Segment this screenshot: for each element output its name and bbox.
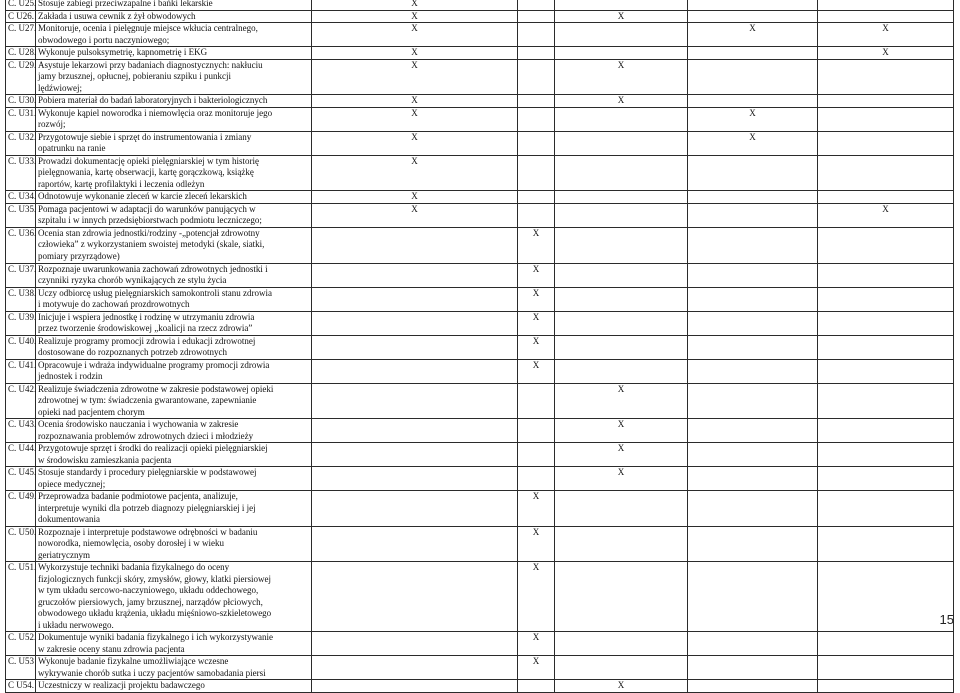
mark-cell xyxy=(818,443,954,467)
outcome-description: Pomaga pacjentowi w adaptacji do warunków panujących w szpitalu i w innych przedsiębiorstwach podmiotu leczniczego; xyxy=(36,203,312,227)
outcome-description: Zakłada i usuwa cewnik z żył obwodowych xyxy=(36,10,312,23)
outcome-description: Wykonuje kąpiel noworodka i niemowlęcia oraz monitoruje jego rozwój; xyxy=(36,107,312,131)
mark-cell xyxy=(688,632,818,656)
mark-cell: X xyxy=(312,59,518,95)
table-row xyxy=(6,419,954,443)
mark-cell xyxy=(312,680,518,693)
mark-cell xyxy=(688,263,818,287)
mark-cell xyxy=(818,59,954,95)
mark-cell xyxy=(818,656,954,680)
mark-cell: X xyxy=(818,47,954,60)
outcome-code: C. U34. xyxy=(6,191,36,204)
mark-cell xyxy=(818,491,954,527)
mark-cell xyxy=(818,680,954,693)
mark-cell: X xyxy=(688,23,818,47)
mark-cell: X xyxy=(688,107,818,131)
mark-cell: X xyxy=(312,131,518,155)
table-row xyxy=(6,47,954,60)
outcome-code: C. U32. xyxy=(6,131,36,155)
table-row xyxy=(6,227,954,263)
mark-cell: X xyxy=(818,203,954,227)
mark-cell: X xyxy=(312,155,518,191)
outcome-code: C. U52. xyxy=(6,632,36,656)
mark-cell xyxy=(818,191,954,204)
mark-cell xyxy=(818,10,954,23)
mark-cell xyxy=(688,526,818,562)
mark-cell xyxy=(688,335,818,359)
mark-cell: X xyxy=(555,59,688,95)
outcome-code: C. U37. xyxy=(6,263,36,287)
mark-cell xyxy=(518,155,555,191)
mark-cell xyxy=(312,287,518,311)
mark-cell xyxy=(688,59,818,95)
outcome-description: Rozpoznaje i interpretuje podstawowe odrębności w badaniu noworodka, niemowlęcia, osoby dorosłej i w wieku geriatrycznym xyxy=(36,526,312,562)
table-row xyxy=(6,680,954,693)
mark-cell xyxy=(312,311,518,335)
outcome-description: Rozpoznaje uwarunkowania zachowań zdrowotnych jednostki i czynniki ryzyka chorób wynikających ze stylu życia xyxy=(36,263,312,287)
table-row xyxy=(6,656,954,680)
outcome-code: C. U50. xyxy=(6,526,36,562)
mark-cell: X xyxy=(312,203,518,227)
outcome-description: Realizuje świadczenia zdrowotne w zakresie podstawowej opieki zdrowotnej w tym: świadczenia gwarantowane, zapewnianie opieki nad pacjentem chorym xyxy=(36,383,312,419)
outcome-description: Opracowuje i wdraża indywidualne programy promocji zdrowia jednostek i rodzin xyxy=(36,359,312,383)
table-row xyxy=(6,95,954,108)
mark-cell xyxy=(312,491,518,527)
table-row xyxy=(6,632,954,656)
outcome-description: Inicjuje i wspiera jednostkę i rodzinę w utrzymaniu zdrowia przez tworzenie środowiskowej „koalicji na rzecz zdrowia” xyxy=(36,311,312,335)
table-row xyxy=(6,107,954,131)
outcome-description: Wykonuje pulsoksymetrię, kapnometrię i EKG xyxy=(36,47,312,60)
mark-cell xyxy=(688,359,818,383)
mark-cell xyxy=(555,227,688,263)
table-row xyxy=(6,526,954,562)
mark-cell xyxy=(518,10,555,23)
mark-cell xyxy=(555,632,688,656)
mark-cell xyxy=(518,95,555,108)
table-row xyxy=(6,359,954,383)
table-row xyxy=(6,263,954,287)
mark-cell: X xyxy=(555,383,688,419)
mark-cell: X xyxy=(518,632,555,656)
mark-cell: X xyxy=(518,263,555,287)
mark-cell xyxy=(555,526,688,562)
outcome-description: Przeprowadza badanie podmiotowe pacjenta, analizuje, interpretuje wyniki dla potrzeb diagnozy pielęgniarskiej i jej dokumentowania xyxy=(36,491,312,527)
outcome-code: C. U31. xyxy=(6,107,36,131)
mark-cell xyxy=(818,0,954,10)
mark-cell: X xyxy=(688,131,818,155)
mark-cell xyxy=(518,443,555,467)
mark-cell xyxy=(518,467,555,491)
mark-cell xyxy=(818,359,954,383)
mark-cell xyxy=(312,562,518,632)
mark-cell xyxy=(312,335,518,359)
mark-cell xyxy=(518,47,555,60)
mark-cell xyxy=(312,359,518,383)
mark-cell: X xyxy=(518,287,555,311)
mark-cell xyxy=(555,562,688,632)
outcome-code: C. U53 xyxy=(6,656,36,680)
mark-cell xyxy=(555,47,688,60)
mark-cell xyxy=(688,680,818,693)
mark-cell: X xyxy=(555,680,688,693)
mark-cell: X xyxy=(312,0,518,10)
mark-cell: X xyxy=(312,107,518,131)
outcome-code: C. U41. xyxy=(6,359,36,383)
mark-cell: X xyxy=(555,10,688,23)
mark-cell: X xyxy=(555,419,688,443)
mark-cell xyxy=(818,287,954,311)
mark-cell xyxy=(818,632,954,656)
mark-cell xyxy=(818,107,954,131)
mark-cell xyxy=(555,191,688,204)
outcome-code: C. U29. xyxy=(6,59,36,95)
outcome-code: C. U27. xyxy=(6,23,36,47)
mark-cell xyxy=(818,155,954,191)
mark-cell xyxy=(688,287,818,311)
mark-cell xyxy=(688,47,818,60)
outcome-description: Przygotowuje siebie i sprzęt do instrumentowania i zmiany opatrunku na ranie xyxy=(36,131,312,155)
mark-cell xyxy=(518,131,555,155)
mark-cell xyxy=(555,311,688,335)
mark-cell xyxy=(688,467,818,491)
outcome-code: C. U30. xyxy=(6,95,36,108)
mark-cell xyxy=(688,203,818,227)
table-row xyxy=(6,383,954,419)
outcome-code: C. U33. xyxy=(6,155,36,191)
outcome-description: Ocenia stan zdrowia jednostki/rodziny -„potencjał zdrowotny człowieka” z wykorzystaniem swoistej metodyki (skale, siatki, pomiary przyrządowe) xyxy=(36,227,312,263)
outcome-description: Stosuje standardy i procedury pielęgniarskie w podstawowej opiece medycznej; xyxy=(36,467,312,491)
mark-cell xyxy=(688,656,818,680)
outcome-description: Asystuje lekarzowi przy badaniach diagnostycznych: nakłuciu jamy brzusznej, opłucnej, pobieraniu szpiku i punkcji lędźwiowej; xyxy=(36,59,312,95)
outcome-description: Przygotowuje sprzęt i środki do realizacji opieki pielęgniarskiej w środowisku zamieszkania pacjenta xyxy=(36,443,312,467)
outcome-description: Prowadzi dokumentację opieki pielęgniarskiej w tym historię pielęgnowania, kartę obserwacji, kartę gorączkową, książkę raportów, kartę profilaktyki i leczenia odleżyn xyxy=(36,155,312,191)
mark-cell xyxy=(818,227,954,263)
mark-cell xyxy=(555,0,688,10)
mark-cell xyxy=(312,419,518,443)
table-row xyxy=(6,335,954,359)
mark-cell: X xyxy=(518,227,555,263)
mark-cell: X xyxy=(555,95,688,108)
mark-cell xyxy=(555,263,688,287)
mark-cell xyxy=(555,287,688,311)
mark-cell xyxy=(818,562,954,632)
mark-cell xyxy=(518,203,555,227)
mark-cell xyxy=(555,335,688,359)
mark-cell xyxy=(818,526,954,562)
outcome-description: Ocenia środowisko nauczania i wychowania w zakresie rozpoznawania problemów zdrowotnych dzieci i młodzieży xyxy=(36,419,312,443)
table-row xyxy=(6,562,954,632)
outcome-description: Odnotowuje wykonanie zleceń w karcie zleceń lekarskich xyxy=(36,191,312,204)
outcome-description: Realizuje programy promocji zdrowia i edukacji zdrowotnej dostosowane do rozpoznanych potrzeb zdrowotnych xyxy=(36,335,312,359)
outcome-code: C. U38. xyxy=(6,287,36,311)
mark-cell xyxy=(312,467,518,491)
mark-cell: X xyxy=(518,311,555,335)
mark-cell: X xyxy=(818,23,954,47)
mark-cell xyxy=(818,383,954,419)
mark-cell: X xyxy=(518,562,555,632)
mark-cell: X xyxy=(518,335,555,359)
outcome-code: C. U44. xyxy=(6,443,36,467)
outcome-description: Dokumentuje wyniki badania fizykalnego i ich wykorzystywanie w zakresie oceny stanu zdrowia pacjenta xyxy=(36,632,312,656)
mark-cell xyxy=(688,191,818,204)
mark-cell xyxy=(818,95,954,108)
mark-cell xyxy=(688,311,818,335)
mark-cell xyxy=(312,632,518,656)
mark-cell xyxy=(818,263,954,287)
mark-cell xyxy=(688,383,818,419)
mark-cell xyxy=(518,419,555,443)
table-row xyxy=(6,491,954,527)
mark-cell: X xyxy=(312,47,518,60)
mark-cell: X xyxy=(312,10,518,23)
mark-cell xyxy=(312,383,518,419)
mark-cell xyxy=(818,311,954,335)
mark-cell xyxy=(312,526,518,562)
mark-cell xyxy=(818,419,954,443)
mark-cell xyxy=(518,107,555,131)
mark-cell xyxy=(555,155,688,191)
mark-cell: X xyxy=(518,491,555,527)
table-row xyxy=(6,311,954,335)
mark-cell xyxy=(555,107,688,131)
mark-cell xyxy=(555,491,688,527)
mark-cell xyxy=(818,131,954,155)
mark-cell xyxy=(688,95,818,108)
outcome-description: Monitoruje, ocenia i pielęgnuje miejsce wkłucia centralnego, obwodowego i portu naczyniowego; xyxy=(36,23,312,47)
table-row xyxy=(6,155,954,191)
outcome-code: C. U35. xyxy=(6,203,36,227)
outcome-code: C U54. xyxy=(6,680,36,693)
outcome-description: Wykorzystuje techniki badania fizykalnego do oceny fizjologicznych funkcji skóry, zmysłów, głowy, klatki piersiowej w tym układu sercowo-naczyniowego, układu oddechowego, gruczołów piersiowych, jamy brzusznej, narządów płciowych, obwodowego układu krążenia, układu mięśniowo-szkieletowego i układu nerwowego. xyxy=(36,562,312,632)
mark-cell xyxy=(518,0,555,10)
outcome-code: C. U42. xyxy=(6,383,36,419)
outcome-code: C. U49. xyxy=(6,491,36,527)
mark-cell xyxy=(688,562,818,632)
outcome-description: Stosuje zabiegi przeciwzapalne i bańki lekarskie xyxy=(36,0,312,10)
mark-cell xyxy=(312,656,518,680)
table-row xyxy=(6,443,954,467)
mark-cell xyxy=(688,155,818,191)
mark-cell xyxy=(688,227,818,263)
outcome-description: Uczy odbiorcę usług pielęgniarskich samokontroli stanu zdrowia i motywuje do zachowań prozdrowotnych xyxy=(36,287,312,311)
mark-cell: X xyxy=(555,467,688,491)
table-body xyxy=(6,0,954,692)
mark-cell xyxy=(312,227,518,263)
mark-cell xyxy=(818,467,954,491)
mark-cell xyxy=(312,263,518,287)
table-row xyxy=(6,10,954,23)
outcome-code: C. U40. xyxy=(6,335,36,359)
mark-cell xyxy=(818,335,954,359)
outcome-code: C. U25. xyxy=(6,0,36,10)
table-row xyxy=(6,203,954,227)
outcome-description: Pobiera materiał do badań laboratoryjnych i bakteriologicznych xyxy=(36,95,312,108)
table-row xyxy=(6,23,954,47)
table-row xyxy=(6,191,954,204)
mark-cell xyxy=(518,383,555,419)
mark-cell xyxy=(518,680,555,693)
mark-cell xyxy=(688,0,818,10)
outcome-code: C U26. xyxy=(6,10,36,23)
outcome-code: C. U51. xyxy=(6,562,36,632)
mark-cell xyxy=(555,359,688,383)
outcome-description: Wykonuje badanie fizykalne umożliwiające wczesne wykrywanie chorób sutka i uczy pacjentów samobadania piersi xyxy=(36,656,312,680)
table-row xyxy=(6,131,954,155)
page-number: 15 xyxy=(939,612,954,627)
mark-cell xyxy=(688,443,818,467)
outcome-code: C. U43. xyxy=(6,419,36,443)
mark-cell: X xyxy=(518,526,555,562)
mark-cell: X xyxy=(312,23,518,47)
outcome-code: C. U28. xyxy=(6,47,36,60)
table-row xyxy=(6,467,954,491)
outcome-code: C. U45. xyxy=(6,467,36,491)
mark-cell xyxy=(688,419,818,443)
mark-cell xyxy=(688,10,818,23)
mark-cell xyxy=(312,443,518,467)
mark-cell: X xyxy=(312,191,518,204)
mark-cell xyxy=(555,23,688,47)
mark-cell xyxy=(518,191,555,204)
mark-cell: X xyxy=(518,359,555,383)
mark-cell xyxy=(518,59,555,95)
mark-cell xyxy=(555,656,688,680)
mark-cell xyxy=(518,23,555,47)
mark-cell: X xyxy=(518,656,555,680)
mark-cell xyxy=(688,491,818,527)
table-row xyxy=(6,0,954,10)
table-row xyxy=(6,287,954,311)
outcome-code: C. U39. xyxy=(6,311,36,335)
outcome-description: Uczestniczy w realizacji projektu badawczego xyxy=(36,680,312,693)
mark-cell: X xyxy=(555,443,688,467)
mark-cell xyxy=(555,203,688,227)
outcome-code: C. U36. xyxy=(6,227,36,263)
learning-outcomes-table xyxy=(5,0,954,693)
mark-cell xyxy=(555,131,688,155)
mark-cell: X xyxy=(312,95,518,108)
table-row xyxy=(6,59,954,95)
